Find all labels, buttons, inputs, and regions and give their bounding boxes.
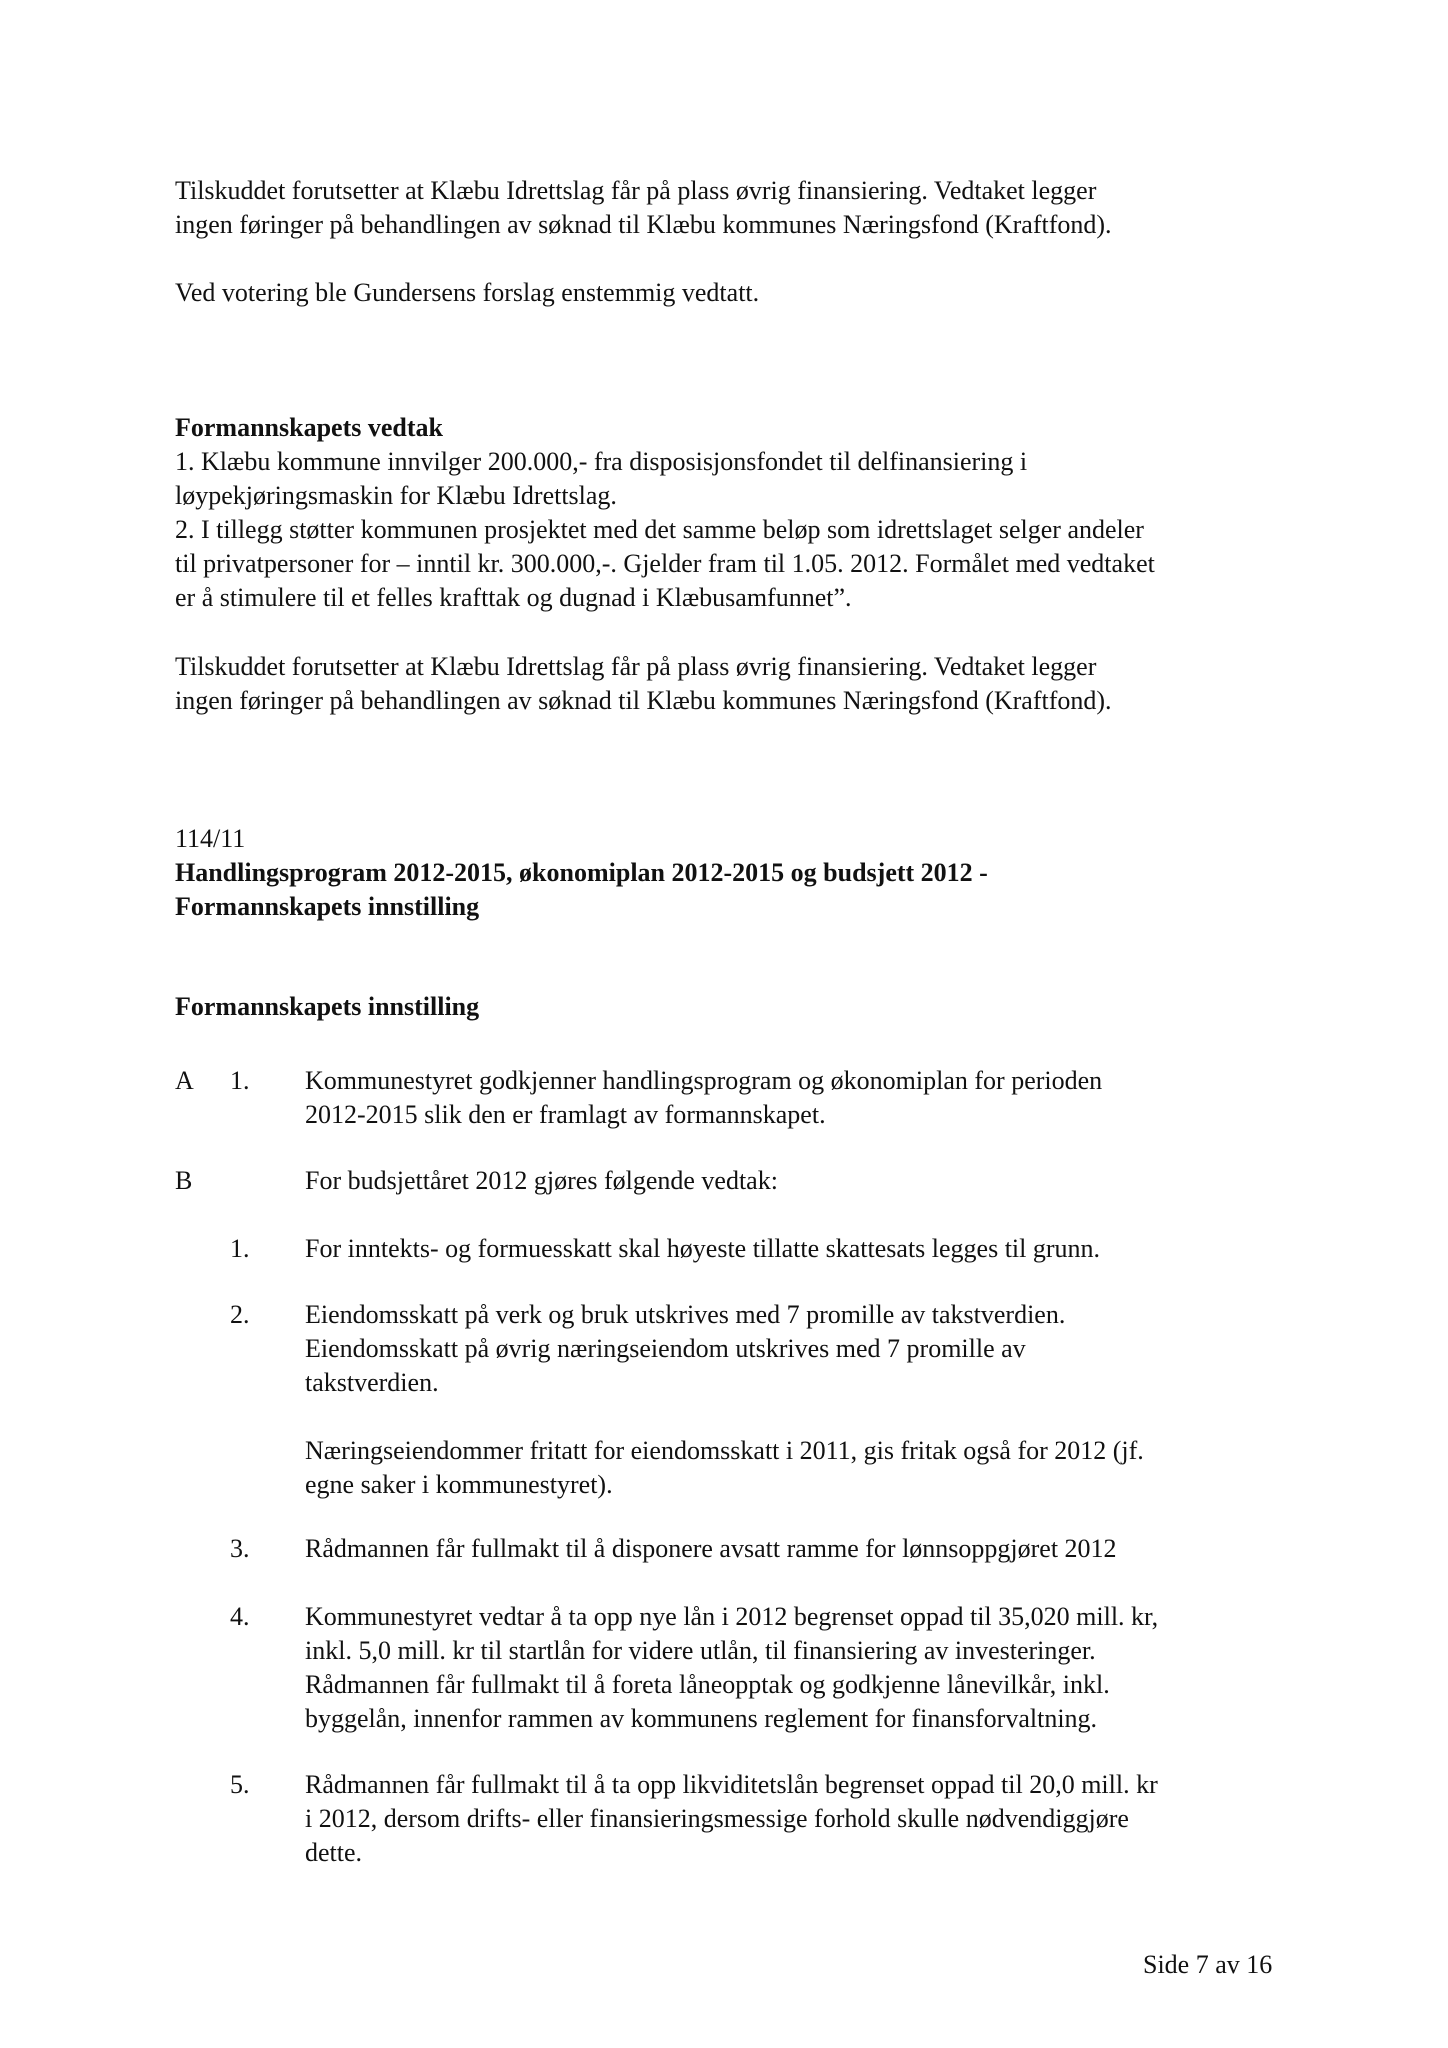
text-line: Eiendomsskatt på verk og bruk utskrives med 7 promille av takstverdien. [305, 1300, 1066, 1329]
case-title: Formannskapets innstilling [175, 892, 480, 921]
case-number: 114/11 [175, 824, 246, 853]
item-text [305, 1600, 1305, 1736]
text-line: For inntekts- og formuesskatt skal høyeste tillatte skattesats legges til grunn. [305, 1234, 1101, 1263]
paragraph-votering [175, 276, 1325, 310]
item-text [305, 1532, 1305, 1566]
text-line: Rådmannen får fullmakt til å foreta låneopptak og godkjenne lånevilkår, inkl. [305, 1670, 1110, 1699]
text-line: Kommunestyret godkjenner handlingsprogram og økonomiplan for perioden [305, 1066, 1103, 1095]
text-line: dette. [305, 1838, 363, 1867]
item-text: For budsjettåret 2012 gjøres følgende vedtak: [305, 1166, 778, 1195]
text-line: egne saker i kommunestyret). [305, 1470, 613, 1499]
item-text [305, 1064, 1305, 1132]
text-line: 2. I tillegg støtter kommunen prosjektet med det samme beløp som idrettslaget selger andeler [175, 515, 1144, 544]
item-letter: A [175, 1066, 194, 1095]
text-line: ingen føringer på behandlingen av søknad til Klæbu kommunes Næringsfond (Kraftfond). [175, 686, 1112, 715]
item-text [305, 1298, 1305, 1502]
text-line: 2012-2015 slik den er framlagt av formannskapet. [305, 1100, 826, 1129]
case-header [175, 822, 1325, 924]
item-number: 1. [230, 1066, 250, 1095]
text-line: Kommunestyret vedtar å ta opp nye lån i 2012 begrenset oppad til 35,020 mill. kr, [305, 1602, 1159, 1631]
text-line: ingen føringer på behandlingen av søknad til Klæbu kommunes Næringsfond (Kraftfond). [175, 210, 1112, 239]
text-line: er å stimulere til et felles krafttak og dugnad i Klæbusamfunnet”. [175, 583, 852, 612]
text-line: Tilskuddet forutsetter at Klæbu Idrettslag får på plass øvrig finansiering. Vedtaket legger [175, 652, 1097, 681]
text-line: byggelån, innenfor rammen av kommunens reglement for finansforvaltning. [305, 1704, 1098, 1733]
case-title: Handlingsprogram 2012-2015, økonomiplan 2012-2015 og budsjett 2012 - [175, 858, 988, 887]
text-line: i 2012, dersom drifts- eller finansieringsmessige forhold skulle nødvendiggjøre [305, 1804, 1129, 1833]
text-line: Rådmannen får fullmakt til å disponere avsatt ramme for lønnsoppgjøret 2012 [305, 1534, 1117, 1563]
paragraph-tilskudd-2 [175, 650, 1325, 718]
item-number: 3. [230, 1534, 250, 1563]
text-line: Tilskuddet forutsetter at Klæbu Idrettslag får på plass øvrig finansiering. Vedtaket legger [175, 176, 1097, 205]
item-text [305, 1232, 1305, 1266]
text-line: løypekjøringsmaskin for Klæbu Idrettslag. [175, 481, 617, 510]
text-line: Ved votering ble Gundersens forslag enstemmig vedtatt. [175, 278, 760, 307]
section-vedtak [175, 411, 1325, 615]
item-number: 1. [230, 1234, 250, 1263]
item-letter: B [175, 1166, 193, 1195]
item-number: 5. [230, 1770, 250, 1799]
text-line: Næringseiendommer fritatt for eiendomsskatt i 2011, gis fritak også for 2012 (jf. [305, 1436, 1144, 1465]
item-number: 2. [230, 1300, 250, 1329]
item-text [305, 1768, 1305, 1870]
paragraph-tilskudd-1 [175, 174, 1325, 242]
section-heading-innstilling: Formannskapets innstilling [175, 992, 480, 1021]
text-line: til privatpersoner for – inntil kr. 300.000,-. Gjelder fram til 1.05. 2012. Formålet med vedtaket [175, 549, 1155, 578]
text-line: takstverdien. [305, 1368, 439, 1397]
text-line: Rådmannen får fullmakt til å ta opp likviditetslån begrenset oppad til 20,0 mill. kr [305, 1770, 1158, 1799]
item-number: 4. [230, 1602, 250, 1631]
section-heading-vedtak: Formannskapets vedtak [175, 413, 443, 442]
text-line: 1. Klæbu kommune innvilger 200.000,- fra disposisjonsfondet til delfinansiering i [175, 447, 1028, 476]
text-line: inkl. 5,0 mill. kr til startlån for videre utlån, til finansiering av investeringer. [305, 1636, 1096, 1665]
page-number: Side 7 av 16 [1143, 1950, 1273, 1979]
text-line: Eiendomsskatt på øvrig næringseiendom utskrives med 7 promille av [305, 1334, 1026, 1363]
innstilling-heading-block [175, 990, 1325, 1024]
